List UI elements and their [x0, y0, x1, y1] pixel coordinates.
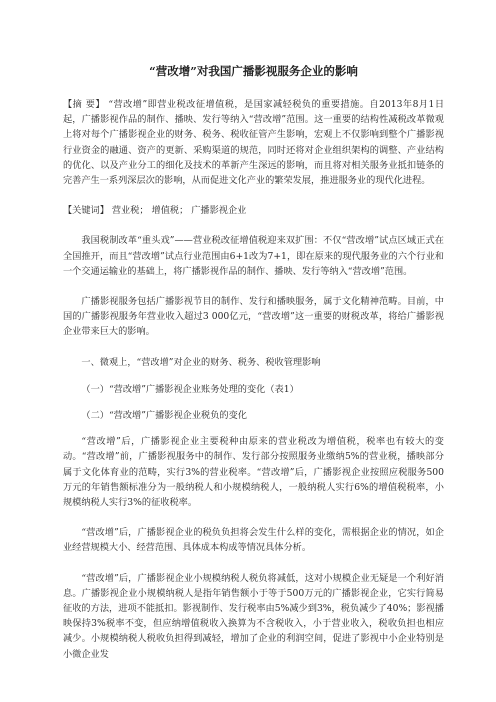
- paragraph-2: 广播影视服务包括广播影视节目的制作、发行和播映服务，属于文化精神范畴。目前，中国的广播影视服务年营业收入超过3 000亿元，“营改增”这一重要的财税改革，将给广播影视企业带来巨大的影响。: [63, 296, 444, 338]
- keywords-text: 营业税； 增值税； 广播影视企业: [111, 205, 247, 217]
- keywords-tag: 【关键词】: [63, 205, 109, 217]
- document-title: “营改增”对我国广播影视服务企业的影响: [149, 64, 358, 78]
- paragraph-1: 我国税制改革“重头戏”——营业税改征增值税迎来双扩围：不仅“营改增”试点区域正式在全国推开，而且“营改增”试点行业范围由6+1改为7+1，即在原来的现代服务业的六个行业和一个交通运输业的基础上，将广播影视作品的制作、播映、发行等纳入“营改增”范围。: [63, 235, 444, 277]
- body-paragraph-2: “营改增”后，广播影视企业的税负负担将会发生什么样的变化，需根据企业的情况，如企业经营规模大小、经营范围、具体成本构成等情况具体分析。: [63, 527, 444, 554]
- subheading-2: （二）“营改增”广播影视企业税负的变化: [81, 410, 247, 422]
- body-paragraph-3: “营改增”后，广播影视企业小规模纳税人税负将减低，这对小规模企业无疑是一个利好消息。广播影视企业小规模纳税人是指年销售额小于等于500万元的广播影视企业，它实行简易征收的方法，进项不能抵扣。影视制作、发行税率由5%减少到3%，税负减少了40%；影视播映保持3%税率不变，但应纳增值税收入换算为不含税收入，小于营业收入，税收负担也相应减少。小规模纳税人税收负担得到减轻，增加了企业的利润空间，促进了影视中小企业特别是小微企业发: [63, 572, 444, 660]
- abstract-text: “营改增”即营业税改征增值税，是国家减轻税负的重要措施。自2013年8月1日起，广播影视作品的制作、播映、发行等纳入“营改增”范围。这一重要的结构性减税改革微观上将对每个广播影视企业的财务、税务、税收征管产生影响，宏观上不仅影响到整个广播影视行业资金的融通、资产的更新、采购渠道的规范，同时还将对企业组织架构的调整、产业结构的优化、以及产业分工的细化及技术的革新产生深远的影响，而且将对相关服务业抵扣链条的完善产生一系列深层次的影响，从而促进文化产业的繁荣发展，推进服务业的现代化进程。: [63, 99, 445, 187]
- abstract: [63, 97, 444, 188]
- section-heading: 一、微观上，“营改增”对企业的财务、税务、税收管理影响: [81, 356, 321, 368]
- abstract-tag: 【摘 要】: [63, 99, 105, 110]
- subheading-1: （一）“营改增”广播影视企业账务处理的变化（表1）: [81, 383, 299, 395]
- body-paragraph-1: “营改增”后，广播影视企业主要税种由原来的营业税改为增值税，税率也有较大的变动。“营改增”前，广播影视服务中的制作、发行部分按照服务业缴纳5%的营业税，播映部分属于文化体育业的范畴，实行3%的营业税率。“营改增”后，广播影视企业按照应税服务500万元的年销售额标准分为一般纳税人和小规模纳税人，一般纳税人实行6%的增值税税率，小规模纳税人实行3%的征收税率。: [63, 436, 444, 509]
- keywords: [63, 203, 444, 218]
